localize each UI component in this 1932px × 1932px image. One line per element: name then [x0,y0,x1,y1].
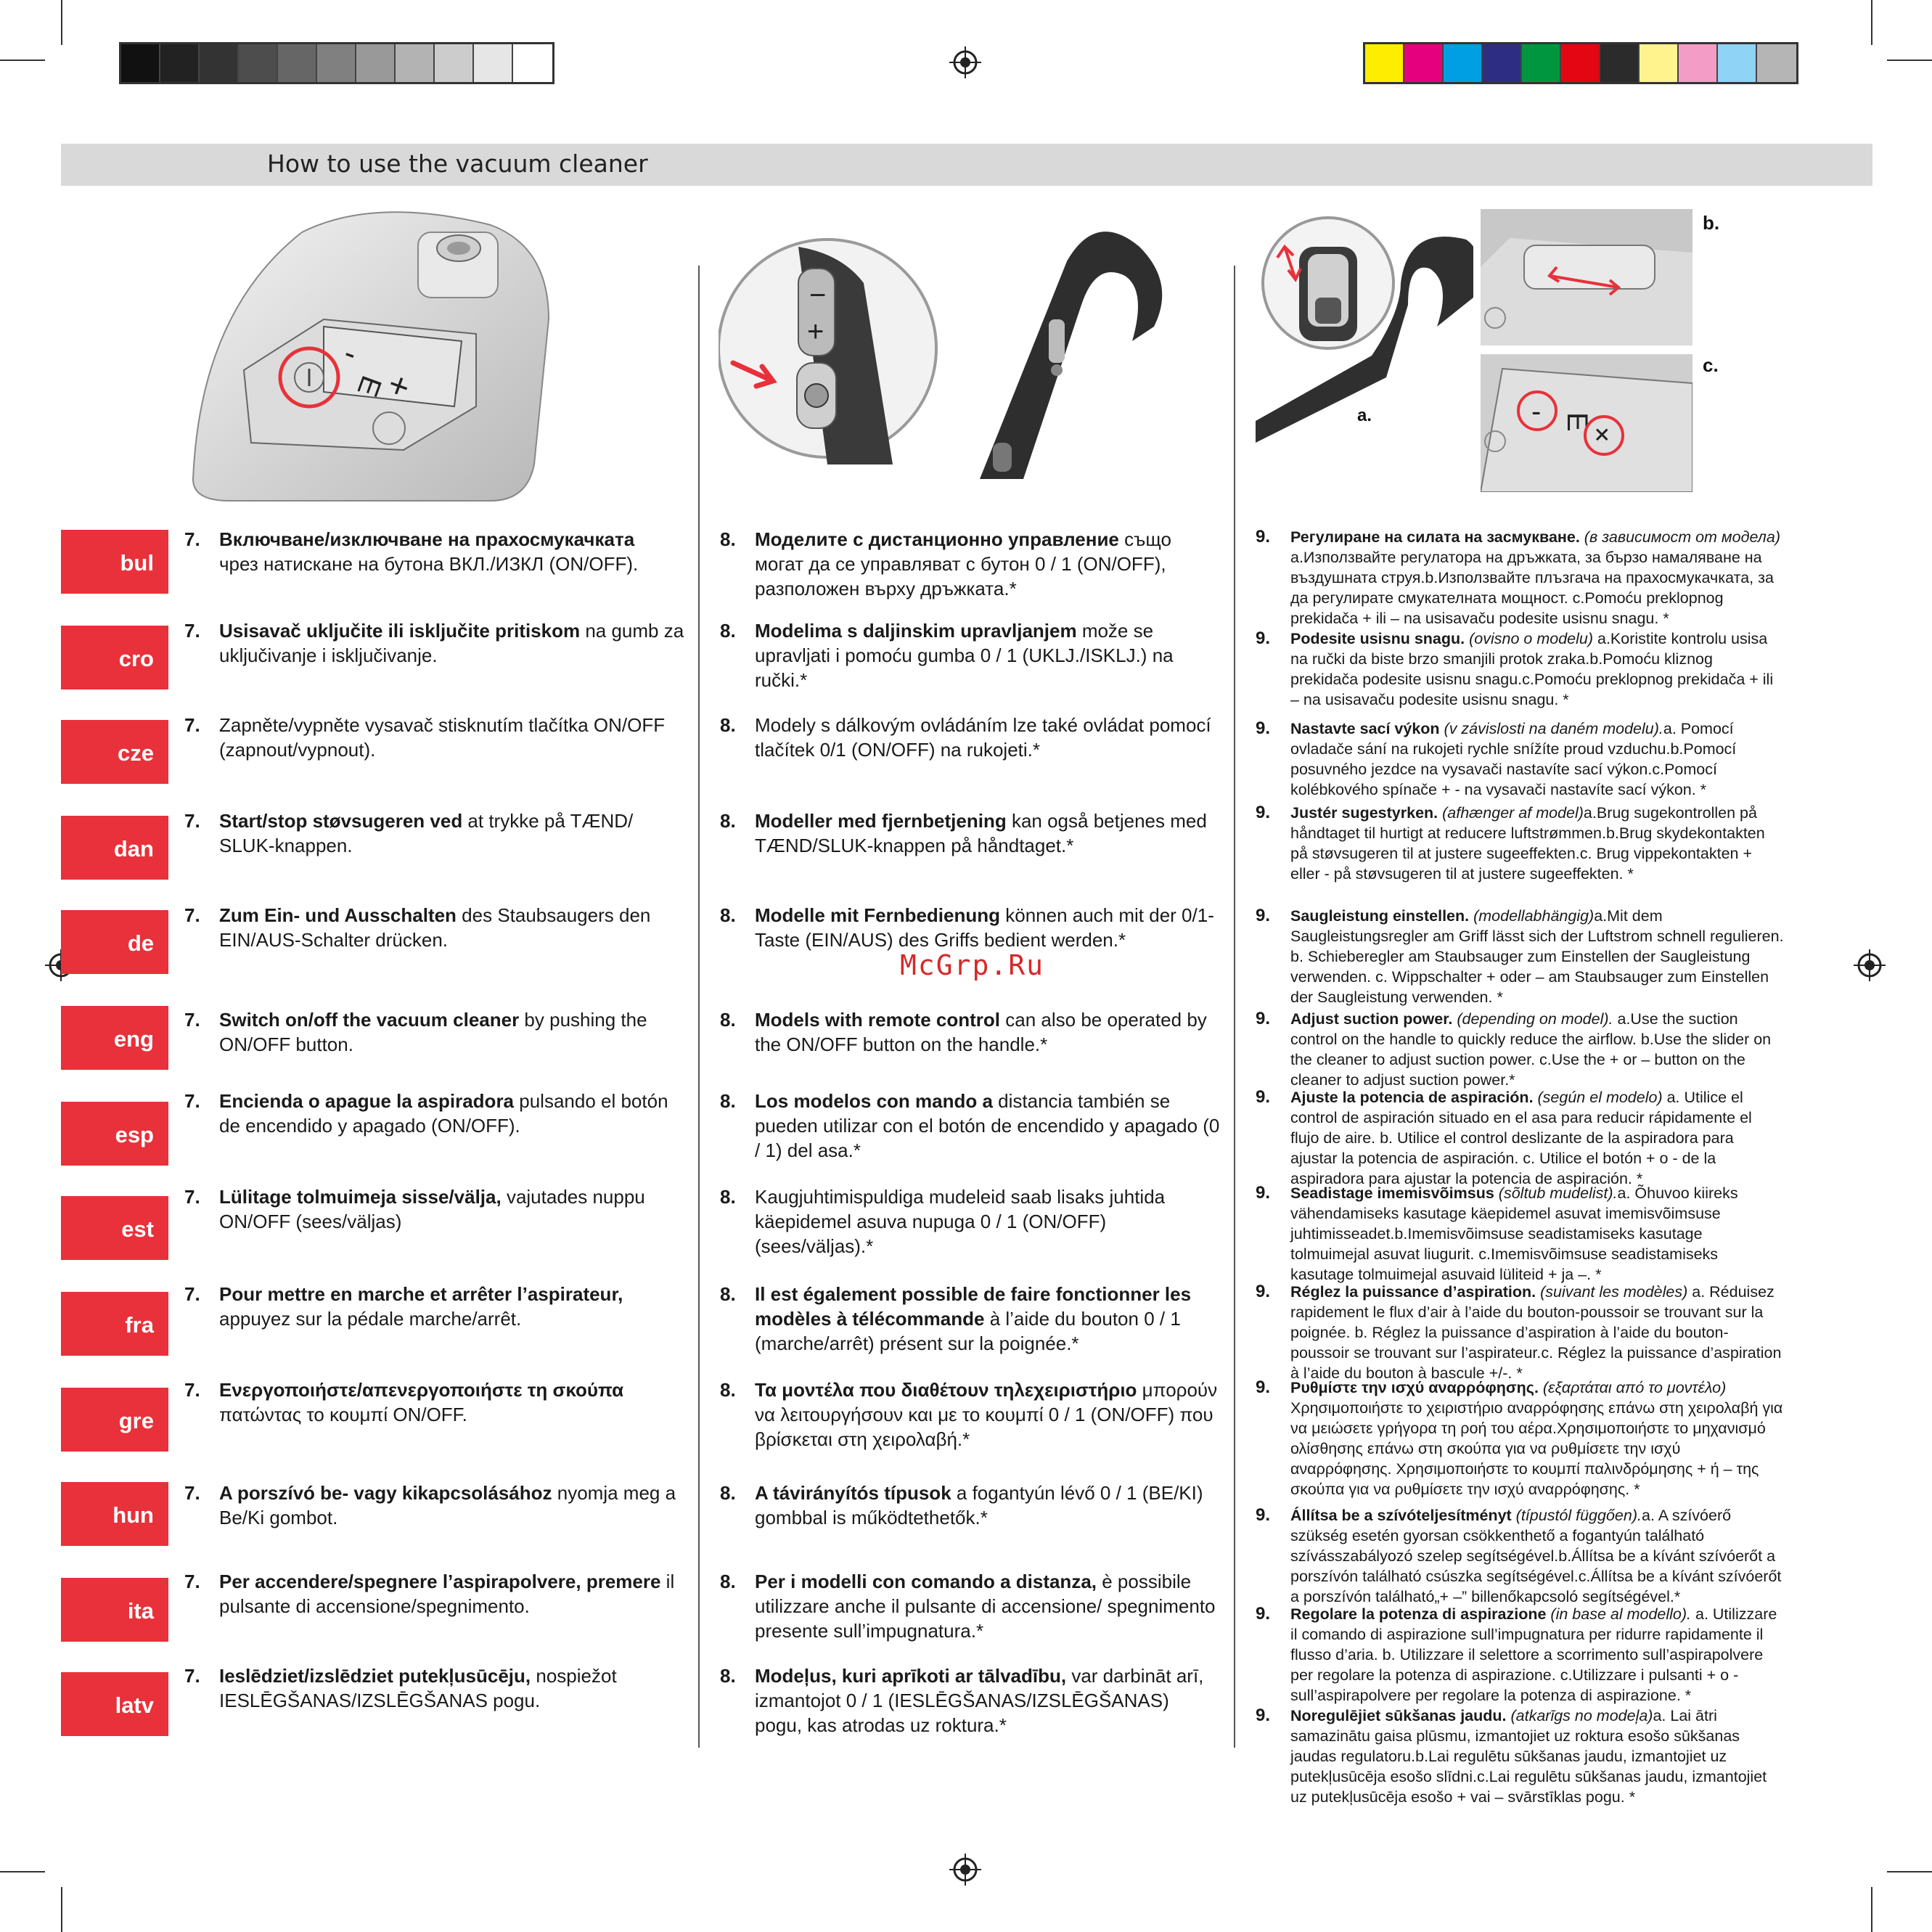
item-body: a fogantyún lévő 0 / 1 (BE/KI) gombbal is működtethetők.* [755,1482,1203,1528]
plus-icon: + [807,316,824,348]
color-swatch [1404,44,1444,82]
item-text [1290,906,1784,1007]
e-icon: E [1561,412,1593,432]
language-tab: fra [61,1292,168,1356]
item-number: 7. [184,1571,200,1592]
item-body: a. Õhuvoo kiireks vähendamiseks kasutage käepidemel asuvat imemisvõimsuse juhtimisseadet.b.Imemisvõimsuse seadistamiseks kasutage tolmuimejal asuvat liugurit. c.Imemisvõimsuse seadistamiseks kasutage tolmuimejal asuvaid lüliteid + ja –. * [1290,1184,1738,1283]
item-text [755,1282,1221,1356]
crop-mark [1871,0,1872,45]
item-body: μπορούν να λειτουργήσουν και με το κουμπί 0 / 1 (ON/OFF) που βρίσκεται στη χειρολαβή.* [755,1379,1218,1450]
item-text [1290,1009,1784,1090]
item-model-note: (depending on model). [1452,1010,1613,1028]
item-body: a. Utilice el control de aspiración situado en el asa para reducir rápidamente el flujo de aire. b. Utilice el control deslizante de la aspiradora para ajustar la potencia de aspiración. c. Utilice el botón + o - de la aspiradora para ajustar la potencia de aspiración. * [1290,1089,1752,1187]
column-divider [1234,266,1235,1748]
registration-mark-icon [949,46,981,78]
color-swatch [1600,44,1640,82]
item-text [1290,629,1784,710]
item-body: Kaugjuhtimispuldiga mudeleid saab lisaks juhtida käepidemel asuva nupuga 0 / 1 (ON/OFF) (sees/väljas).* [755,1186,1166,1257]
item-text [755,809,1221,858]
item-number: 8. [720,1186,736,1208]
item-body: a. Pomocí ovladače sání na rukojeti rychle snížíte proud vzduchu.b.Pomocí posuvného jezdce na vysavači nastavíte sací výkon.c.Pomocí kolébkového spínače + - na vysavači nastavíte sací výkon. * [1290,720,1737,798]
item-number: 8. [720,1665,736,1687]
page-title: How to use the vacuum cleaner [267,150,648,178]
item-body: može se upravljati i pomoću gumba 0 / 1 (UKLJ./ISKLJ.) na ručki.* [755,620,1174,691]
item-number: 7. [184,1009,200,1031]
item-body: a.Koristite kontrolu usisa na ručki da biste brzo smanjili protok zraka.b.Pomoću kliznog prekidača podesite usisnu snagu.c.Pomoću preklopnog prekidača + ili – na usisavaču podesite usisnu snagu. * [1290,630,1774,708]
item-heading: Los modelos con mando a [755,1090,993,1112]
item-text [219,1481,685,1530]
item-body: na gumb za uključivanje i isključivanje. [219,620,684,666]
cmyk-color-bar [1363,42,1798,84]
item-text [219,1089,685,1138]
color-swatch [1561,44,1600,82]
item-body: Χρησιμοποιήστε το χειριστήριο αναρρόφησης επάνω στη χειρολαβή για να μειώσετε γρήγορα τη ροή του αέρα.Χρησιμοποιήστε το μηχανισμό ολίσθησης επάνω στη σκούπα για να ρυθμίσετε την ισχύ αναρρόφησης. Χρησιμοποιήστε το κουμπί παλινδρόμησης + ή – της σκούπα για να ρυθμίσετε την ισχύ αναρρόφησης. * [1290,1399,1783,1498]
item-heading: Zum Ein- und Ausschalten [219,904,457,926]
item-text [755,1007,1221,1057]
item-heading: A távirányítós típusok [755,1482,951,1504]
item-number: 9. [1256,1183,1271,1203]
item-heading: Regolare la potenza di aspirazione [1290,1605,1547,1623]
item-text [219,1184,685,1234]
item-body: nyomja meg a Be/Ki gombot. [219,1482,676,1528]
item-heading: Ρυθμίστε την ισχύ αναρρόφησης. [1290,1379,1539,1396]
item-heading: Állítsa be a szívóteljesítményt [1290,1507,1512,1524]
item-number: 7. [184,620,200,642]
item-heading: Ieslēdziet/izslēdziet putekļusūcēju, [219,1665,531,1687]
item-body: à l’aide du bouton 0 / 1 (marche/arrêt) présent sur la poignée.* [755,1308,1181,1354]
item-body: nospiežot IESLĒGŠANAS/IZSLĒGŠANAS pogu. [219,1665,617,1711]
item-heading: Noregulējiet sūkšanas jaudu. [1290,1707,1507,1724]
item-model-note: (εξαρτάται από το μοντέλο) [1538,1379,1727,1396]
item-number: 9. [1256,1087,1271,1107]
item-text [755,1089,1221,1163]
handle-suction-slider-illustration [1256,210,1473,443]
color-swatch [1483,44,1522,82]
item-body: a. Utilizzare il comando di aspirazione sull’impugnatura per ridurre rapidamente il flusso d’aria. b. Utilizzare il selettore a scorrimento sull’aspirapolvere per regolare la potenza di aspirazione. c.Utilizzare i pulsanti + o - sull’aspirapolvere per regolare la potenza di aspirazione. * [1290,1605,1777,1704]
item-text [219,1569,685,1618]
item-body: Modely s dálkovým ovládáním lze také ovládat pomocí tlačítek 0/1 (ON/OFF) na rukojeti.* [755,714,1211,761]
crop-mark [61,0,62,45]
color-swatch [1679,44,1718,82]
item-text [1290,803,1784,884]
label-c: c. [1703,354,1719,376]
item-text [1290,719,1784,800]
plus-icon: + [1584,416,1621,453]
svg-text:+: + [382,364,415,408]
item-heading: Adjust suction power. [1290,1010,1453,1028]
item-body: il pulsante di accensione/spegnimento. [219,1571,675,1617]
item-number: 8. [720,1379,736,1401]
registration-mark-icon [1854,949,1886,981]
color-swatch [317,44,356,82]
item-body: distancia también se pueden utilizar con el botón de encendido y apagado (0 / 1) del asa.* [755,1090,1220,1161]
item-body: Zapněte/vypněte vysavač stisknutím tlačítka ON/OFF (zapnout/vypnout). [219,714,666,761]
item-heading: Per i modelli con comando a distanza, [755,1571,1097,1592]
item-heading: A porszívó be- vagy kikapcsolásához [219,1482,552,1504]
color-swatch [1757,44,1796,82]
item-body: също могат да се управляват с бутон 0 / 1 (ON/OFF), разположен върху дръжката.* [755,528,1171,599]
color-swatch [1444,44,1483,82]
language-tab: hun [61,1482,168,1546]
item-text [219,809,685,858]
language-tab: bul [61,530,168,594]
color-swatch [435,44,474,82]
item-number: 9. [1256,1009,1271,1028]
item-model-note: (sõltub mudelist). [1494,1184,1618,1202]
item-model-note: (suivant les modèles) [1536,1283,1688,1301]
label-a: a. [1357,406,1372,425]
item-heading: Start/stop støvsugeren ved [219,810,463,832]
item-text [1290,1183,1784,1285]
item-body: können auch mit der 0/1-Taste (EIN/AUS) des Griffs bedient werden.* [755,904,1214,951]
vacuum-control-panel-illustration [186,203,563,508]
item-body: a.Използвайте регулатора на дръжката, за бързо намаляване на въздушната струя.b.Използвайте плъзгача на прахосмукачката, за да регулирате смукателната мощност. c.Pomoću preklopnog prekidača + ili – na usisavaču podesite usisnu snagu. * [1290,549,1774,627]
item-model-note: (según el modelo) [1533,1089,1663,1106]
item-body: can also be operated by the ON/OFF button on the handle.* [755,1009,1207,1055]
item-text [755,527,1221,601]
item-body: a. A szívóerő szükség esetén gyorsan csökkenthető a fogantyún található szívásszabályozó szelep segítségével.b.Állítsa be a kívánt szívóerőt a porszívón található csúszka segítségével.c.Állítsa be a kívánt szívóerőt a porszívón található„+ –” billenőkapcsoló segítségével.* [1290,1507,1782,1605]
item-body: at trykke på TÆND/ SLUK-knappen. [219,810,634,856]
language-tab: gre [61,1388,168,1452]
item-body: vajutades nuppu ON/OFF (sees/väljas) [219,1186,645,1232]
header-band [61,144,1872,186]
item-body: a.Use the suction control on the handle to quickly reduce the airflow. b.Use the slider on the cleaner to adjust suction power. c.Use the + or – button on the cleaner to adjust suction power.* [1290,1010,1772,1089]
label-b: b. [1703,212,1720,234]
item-model-note: (ovisno o modelu) [1465,630,1594,647]
item-number: 8. [720,1283,736,1305]
item-body: var darbināt arī, izmantojot 0 / 1 (IESLĒGŠANAS/IZSLĒGŠANAS) pogu, kas atrodas uz roktura.* [755,1665,1204,1736]
color-swatch [396,44,435,82]
item-text [755,1184,1221,1258]
item-number: 7. [184,714,200,736]
item-number: 9. [1256,1706,1271,1725]
color-swatch [1522,44,1561,82]
crop-mark [1887,1871,1932,1872]
item-body: a.Brug sugekontrollen på håndtaget til hurtigt at reducere luftstrømmen.b.Brug skydekontakten på støvsugeren til at justere sugeeffekten.c. Brug vippekontakten + eller - på støvsugeren til at justere sugeeffekten. * [1290,804,1765,883]
item-text [755,1663,1221,1737]
item-text [1290,1604,1784,1706]
item-text [219,1007,685,1057]
item-number: 9. [1256,1378,1271,1397]
item-heading: Nastavte sací výkon [1290,720,1440,737]
grayscale-color-bar [119,42,554,84]
item-heading: Τα μοντέλα που διαθέτουν τηλεχειριστήριο [755,1379,1137,1401]
item-body: pulsando el botón de encendido y apagado (ON/OFF). [219,1090,668,1137]
minus-icon: − [809,279,827,311]
item-body: è possibile utilizzare anche il pulsante di accensione/ spegnimento presente sull’impugnatura.* [755,1571,1216,1642]
item-number: 7. [184,1482,200,1504]
item-body: πατώντας το κουμπί ON/OFF. [219,1404,467,1425]
svg-text:-: - [339,335,362,372]
item-body: by pushing the ON/OFF button. [219,1009,647,1055]
item-number: 9. [1256,527,1271,547]
item-text [1290,527,1784,629]
cleaner-slider-illustration [1481,209,1692,345]
item-body: kan også betjenes med TÆND/SLUK-knappen på håndtaget.* [755,810,1207,856]
item-body: a. Réduisez rapidement le flux d’air à l’aide du bouton-poussoir se trouvant sur la poignée. b. Réglez la puissance d’aspiration à l’aide du bouton-poussoir se trouvant sur l’aspirateur.c. Réglez la puissance d’aspiration à l’aide du bouton à bascule +/-. * [1290,1283,1782,1382]
item-text [219,1282,685,1331]
item-heading: Il est également possible de faire fonctionner les modèles à télécommande [755,1283,1192,1330]
item-heading: Models with remote control [755,1009,1001,1031]
item-text [219,527,685,576]
item-body: des Staubsaugers den EIN/AUS-Schalter drücken. [219,904,651,951]
item-number: 8. [720,714,736,736]
item-heading: Réglez la puissance d’aspiration. [1290,1283,1536,1301]
crop-mark [0,60,45,61]
color-swatch [121,44,160,82]
item-model-note: (v závislosti na daném modelu). [1439,720,1663,737]
item-number: 8. [720,1090,736,1112]
language-tab: ita [61,1578,168,1642]
item-heading: Switch on/off the vacuum cleaner [219,1009,520,1031]
item-model-note: (в зависимост от модела) [1579,528,1780,546]
item-text [1290,1706,1784,1807]
item-text [1290,1282,1784,1383]
language-tab: dan [61,816,168,880]
item-text [755,1569,1221,1643]
item-heading: Encienda o apague la aspiradora [219,1090,515,1112]
power-button-icon [805,384,828,407]
item-text [1290,1505,1784,1607]
item-number: 9. [1256,906,1271,925]
item-heading: Usisavač uključite ili isključite pritiskom [219,620,581,642]
item-number: 8. [720,810,736,832]
language-tab: esp [61,1102,168,1166]
item-body: чрез натискане на бутона ВКЛ./ИЗКЛ (ON/OFF). [219,553,639,575]
item-heading: Justér sugestyrken. [1290,804,1438,822]
item-text [219,713,685,762]
item-body: appuyez sur la pédale marche/arrêt. [219,1308,522,1330]
color-swatch [200,44,239,82]
item-number: 8. [720,904,736,926]
item-heading: Saugleistung einstellen. [1290,907,1470,925]
item-model-note: (in base al modello). [1546,1605,1692,1623]
crop-mark [1887,60,1932,61]
item-number: 8. [720,620,736,642]
item-heading: Pour mettre en marche et arrêter l’aspirateur, [219,1283,623,1305]
item-model-note: (modellabhängig) [1469,907,1595,925]
item-heading: Регулиране на силата на засмукване. [1290,528,1580,546]
item-text [219,1378,685,1427]
item-heading: Seadistage imemisvõimsus [1290,1184,1494,1202]
color-swatch [160,44,200,82]
item-number: 7. [184,1186,200,1208]
item-number: 9. [1256,1282,1271,1301]
color-swatch [1365,44,1404,82]
language-tab: latv [61,1672,168,1736]
item-heading: Modeller med fjernbetjening [755,810,1007,832]
item-text [219,618,685,668]
item-number: 7. [184,1283,200,1305]
item-heading: Modelima s daljinskim upravljanjem [755,620,1077,642]
item-heading: Включване/изключване на прахосмукачката [219,528,635,550]
item-heading: Modelle mit Fernbedienung [755,904,1001,926]
color-swatch [239,44,278,82]
item-heading: Моделите с дистанционно управление [755,528,1119,550]
item-number: 9. [1256,1604,1271,1624]
item-model-note: (afhænger af model) [1438,804,1584,822]
language-tab: eng [61,1006,168,1070]
item-number: 7. [184,1665,200,1687]
item-number: 8. [720,1482,736,1504]
column-divider [698,266,700,1748]
color-swatch [1640,44,1679,82]
item-text [1290,1087,1784,1189]
item-number: 7. [184,904,200,926]
language-tab: cro [61,626,168,689]
item-number: 8. [720,1571,736,1592]
language-tab: est [61,1196,168,1260]
item-number: 9. [1256,719,1271,738]
item-text [755,713,1221,762]
crop-mark [0,1871,45,1872]
language-tab: cze [61,720,168,784]
watermark: McGrp.Ru [900,949,1045,981]
item-number: 7. [184,1379,200,1401]
item-text [755,1481,1221,1530]
color-swatch [278,44,317,82]
cleaner-rocker-illustration [1481,354,1692,492]
item-heading: Lülitage tolmuimeja sisse/välja, [219,1186,502,1208]
item-number: 9. [1256,629,1271,648]
registration-mark-icon [949,1854,981,1886]
item-text [755,618,1221,692]
item-text [755,903,1221,952]
minus-icon: - [1531,396,1542,427]
item-text [1290,1378,1784,1499]
item-number: 7. [184,810,200,832]
item-text [755,1378,1221,1452]
item-heading: Ajuste la potencia de aspiración. [1290,1089,1534,1106]
item-text [219,1663,685,1713]
crop-mark [61,1887,62,1932]
color-swatch [1718,44,1757,82]
item-heading: Per accendere/spegnere l’aspirapolvere, premere [219,1571,661,1592]
handle-remote-control-illustration [719,218,1198,494]
item-model-note: (típustól függően). [1511,1507,1642,1524]
item-number: 7. [184,528,200,550]
svg-text:E: E [351,371,388,401]
item-number: 8. [720,1009,736,1031]
item-model-note: (atkarīgs no modeļa) [1506,1707,1653,1724]
item-number: 9. [1256,1505,1271,1525]
item-number: 9. [1256,803,1271,822]
item-number: 8. [720,528,736,550]
item-heading: Podesite usisnu snagu. [1290,630,1465,647]
color-swatch [356,44,396,82]
item-body: a. Lai ātri samazinātu gaisa plūsmu, izmantojiet uz roktura esošo sūkšanas jaudas regulatoru.b.Lai regulētu sūkšanas jaudu, izmantojiet uz putekļusūcēja esošo slīdni.c.Lai regulētu sūkšanas jaudu, izmantojiet uz putekļusūcēja esošo + vai – svārstīklas pogu. * [1290,1707,1767,1806]
color-swatch [513,44,552,82]
item-text [219,903,685,952]
item-body: a.Mit dem Saugleistungsregler am Griff lässt sich der Luftstrom schnell regulieren. b. Schieberegler am Staubsauger zum Einstellen der Saugleistung verwenden. c. Wippschalter + oder – am Staubsauger zum Einstellen der Saugleistung verwenden. * [1290,907,1784,1006]
item-number: 7. [184,1090,200,1112]
item-heading: Modeļus, kuri aprīkoti ar tālvadību, [755,1665,1067,1687]
language-tab: de [61,910,168,974]
crop-mark [1871,1887,1872,1932]
item-heading: Ενεργοποιήστε/απενεργοποιήστε τη σκούπα [219,1379,624,1401]
color-swatch [474,44,513,82]
